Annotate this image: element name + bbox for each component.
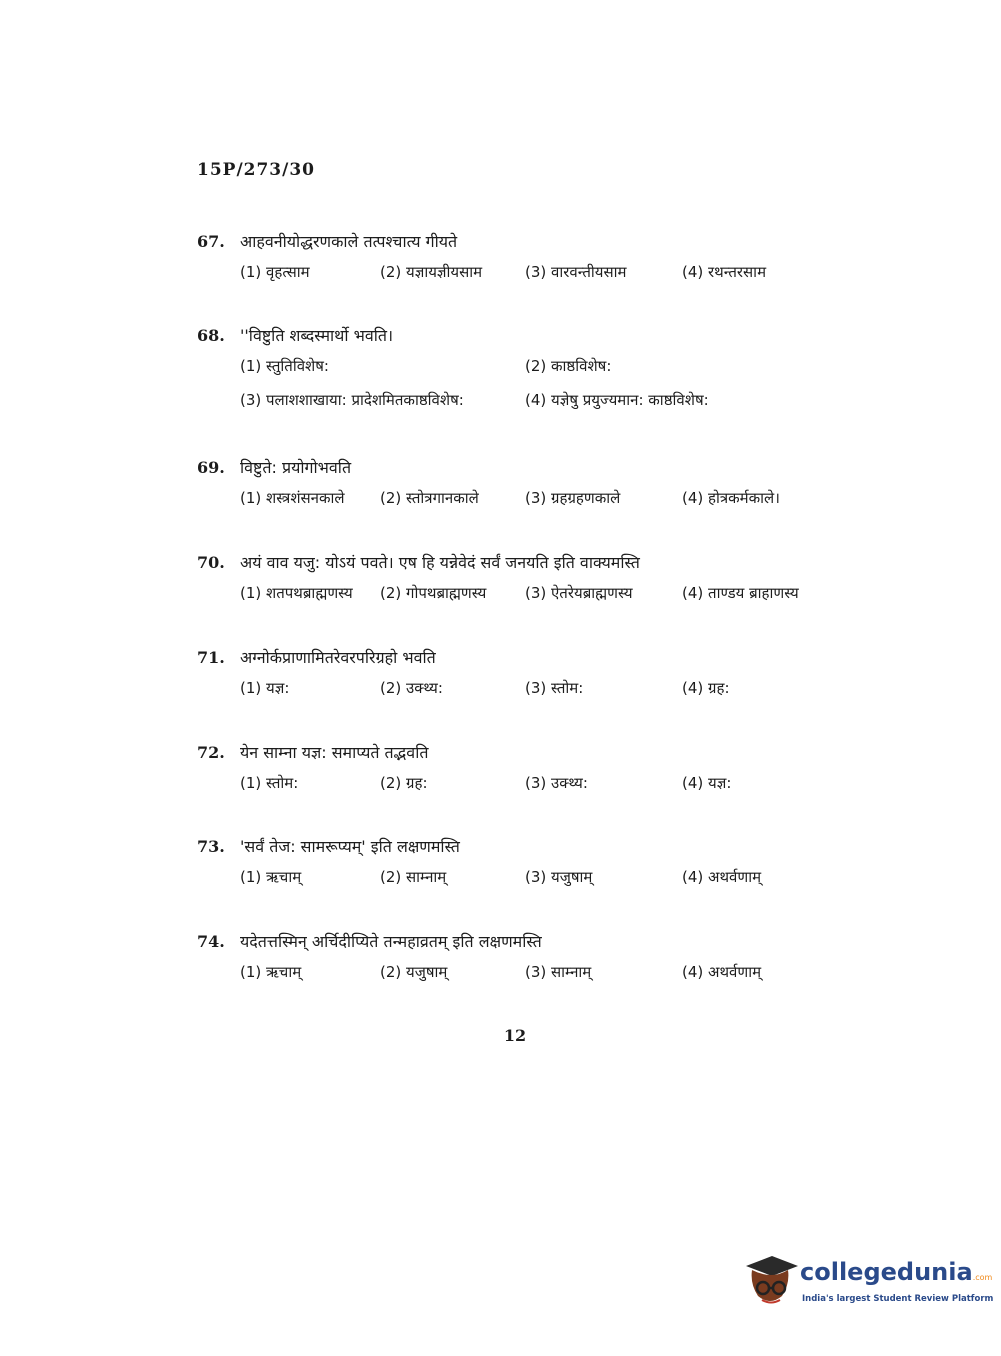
- option-1: (1) शतपथब्राह्मणस्य: [240, 584, 353, 602]
- paper-code: 15P/273/30: [197, 160, 316, 180]
- option-1: (1) ऋचाम्: [240, 868, 302, 886]
- options: [197, 867, 897, 901]
- question-71: [197, 642, 897, 712]
- option-2: (2) यज्ञायज्ञीयसाम: [380, 263, 483, 281]
- question-73: [197, 831, 897, 901]
- option-2: (2) ग्रह:: [380, 774, 428, 792]
- question-text: अयं वाव यजु: योऽयं पवते। एष हि यन्नेवेदं सर्वं जनयति इति वाक्यमस्ति: [240, 553, 640, 572]
- logo-tagline: India's largest Student Review Platform: [802, 1294, 994, 1304]
- option-1: (1) शस्त्रशंसनकाले: [240, 489, 345, 507]
- graduate-face-icon: [742, 1252, 800, 1312]
- options: [197, 583, 897, 617]
- question-number: 69.: [197, 457, 225, 477]
- question-number: 72.: [197, 742, 225, 762]
- option-1: (1) ऋचाम्: [240, 963, 302, 981]
- option-4: (4) अथर्वणाम्: [682, 963, 762, 981]
- option-4: (4) होत्रकर्मकाले।: [682, 489, 780, 507]
- option-3: (3) वारवन्तीयसाम: [525, 263, 627, 281]
- option-2: (2) साम्नाम्: [380, 868, 447, 886]
- options-row-2: [197, 390, 897, 424]
- option-4: (4) अथर्वणाम्: [682, 868, 762, 886]
- question-text: विष्टुते: प्रयोगोभवति: [240, 458, 352, 477]
- option-3: (3) ऐतरेयब्राह्मणस्य: [525, 584, 633, 602]
- option-4: (4) यज्ञ:: [682, 774, 732, 792]
- options: [197, 678, 897, 712]
- logo-wordmark: collegedunia: [800, 1258, 973, 1286]
- options-row-1: [197, 356, 897, 390]
- options: [197, 488, 897, 522]
- question-text: अग्नोर्कप्राणामितरेवरपरिग्रहो भवति: [240, 648, 436, 667]
- option-4: (4) यज्ञेषु प्रयुज्यमान: काष्ठविशेष:: [525, 391, 709, 409]
- options: [197, 262, 897, 296]
- question-text: येन साम्ना यज्ञ: समाप्यते तद्भवति: [240, 743, 429, 762]
- option-2: (2) यजुषाम्: [380, 963, 448, 981]
- options: [197, 773, 897, 807]
- option-3: (3) उक्थ्य:: [525, 774, 588, 792]
- question-number: 74.: [197, 931, 225, 951]
- question-number: 68.: [197, 325, 225, 345]
- option-2: (2) गोपथब्राह्मणस्य: [380, 584, 487, 602]
- option-2: (2) उक्थ्य:: [380, 679, 443, 697]
- question-number: 70.: [197, 552, 225, 572]
- option-3: (3) पलाशशाखाया: प्रादेशमितकाष्ठविशेष:: [240, 391, 464, 409]
- question-74: [197, 926, 897, 996]
- question-text: 'सर्वं तेज: सामरूप्यम्' इति लक्षणमस्ति: [240, 837, 460, 856]
- page-number: 12: [503, 1026, 527, 1045]
- question-69: [197, 452, 897, 522]
- question-text: आहवनीयोद्धरणकाले तत्पश्चात्य गीयते: [240, 232, 458, 251]
- question-text: यदेतत्तस्मिन् अर्चिदीप्यिते तन्महाव्रतम् इति लक्षणमस्ति: [240, 932, 542, 951]
- question-67: [197, 226, 897, 296]
- option-3: (3) साम्नाम्: [525, 963, 592, 981]
- option-3: (3) ग्रहग्रहणकाले: [525, 489, 621, 507]
- option-1: (1) यज्ञ:: [240, 679, 290, 697]
- question-number: 73.: [197, 836, 225, 856]
- collegedunia-logo: [742, 1252, 994, 1312]
- option-3: (3) यजुषाम्: [525, 868, 593, 886]
- question-72: [197, 737, 897, 807]
- option-1: (1) स्तोम:: [240, 774, 299, 792]
- logo-suffix: .com: [972, 1273, 993, 1282]
- option-1: (1) वृहत्साम: [240, 263, 310, 281]
- option-2: (2) स्तोत्रगानकाले: [380, 489, 479, 507]
- question-text: ''विष्टुति शब्दस्मार्थो भवति।: [240, 326, 394, 345]
- option-4: (4) ग्रह:: [682, 679, 730, 697]
- question-number: 67.: [197, 231, 225, 251]
- question-70: [197, 547, 897, 617]
- option-2: (2) काष्ठविशेष:: [525, 357, 612, 375]
- option-4: (4) ताण्डय ब्राहाणस्य: [682, 584, 799, 602]
- option-1: (1) स्तुतिविशेष:: [240, 357, 329, 375]
- question-number: 71.: [197, 647, 225, 667]
- options: [197, 962, 897, 996]
- question-68: [197, 320, 897, 424]
- option-3: (3) स्तोम:: [525, 679, 584, 697]
- option-4: (4) रथन्तरसाम: [682, 263, 767, 281]
